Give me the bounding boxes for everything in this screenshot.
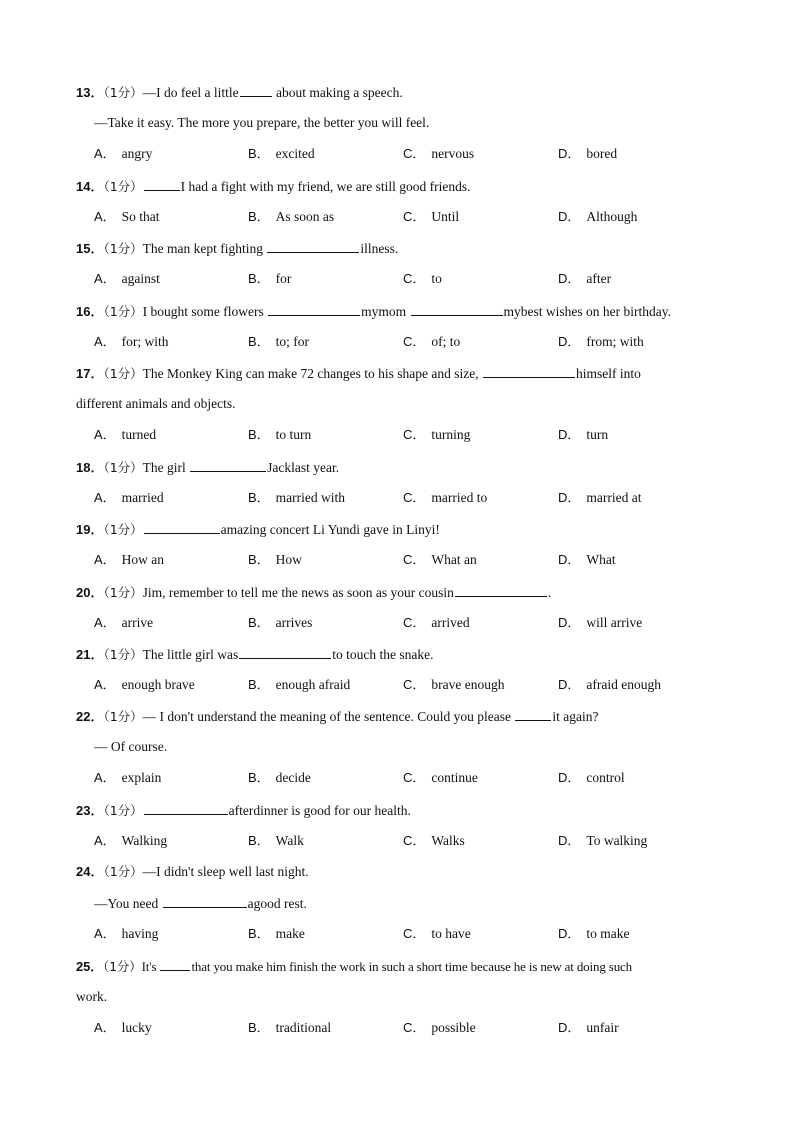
option-a[interactable]: A． explain: [94, 770, 162, 786]
options-row: [76, 926, 721, 957]
stem-text: The Monkey King can make 72 changes to his shape and size,: [142, 366, 482, 381]
question-number: 25．: [76, 959, 104, 974]
option-d[interactable]: D． To walking: [558, 833, 648, 849]
option-c[interactable]: C． arrived: [403, 615, 470, 631]
question-23: [76, 802, 721, 864]
option-c[interactable]: C． of; to: [403, 334, 461, 350]
answer-blank[interactable]: [411, 303, 503, 316]
stem-text: The man kept fighting: [142, 241, 267, 256]
options-row: [76, 427, 721, 458]
question-16: [76, 303, 721, 365]
question-stem: [76, 708, 721, 739]
stem-text: The little girl was: [142, 647, 239, 662]
question-score: （1分）: [103, 803, 143, 818]
question-15: [76, 240, 721, 302]
question-21: [76, 646, 721, 708]
stem-line-2: —Take it easy. The more you prepare, the better you will feel.: [94, 115, 430, 131]
answer-blank[interactable]: [144, 802, 228, 815]
option-a[interactable]: A． lucky: [94, 1020, 152, 1036]
question-number: 19．: [76, 522, 104, 537]
question-score: （1分）: [103, 522, 143, 537]
option-d[interactable]: D． turn: [558, 427, 609, 443]
options-row: [76, 209, 721, 240]
stem-text: .: [547, 585, 552, 600]
question-22: [76, 708, 721, 802]
option-a[interactable]: A． for; with: [94, 334, 169, 350]
question-number: 16．: [76, 304, 104, 319]
option-c[interactable]: C． Walks: [403, 833, 465, 849]
question-number: 23．: [76, 803, 104, 818]
option-b[interactable]: B． traditional: [248, 1020, 332, 1036]
option-a[interactable]: A． enough brave: [94, 677, 195, 693]
question-number: 21．: [76, 647, 104, 662]
question-stem: [76, 864, 721, 895]
stem-text: — I don't understand the meaning of the sentence. Could you please: [142, 709, 515, 724]
options-row: [76, 490, 721, 521]
option-b[interactable]: B． decide: [248, 770, 311, 786]
option-a[interactable]: A． against: [94, 271, 160, 287]
stem-text: —I do feel a little: [142, 85, 239, 100]
stem-text: —I didn't sleep well last night.: [142, 864, 309, 879]
question-19: [76, 521, 721, 583]
question-stem: [76, 802, 721, 833]
option-c[interactable]: C． to: [403, 271, 442, 287]
question-stem: [76, 459, 721, 490]
answer-blank[interactable]: [190, 459, 266, 472]
option-a[interactable]: A． arrive: [94, 615, 154, 631]
stem-text: Jacklast year.: [267, 460, 340, 475]
option-b[interactable]: B． How: [248, 552, 302, 568]
option-b[interactable]: B． Walk: [248, 833, 304, 849]
stem-line-2: work.: [76, 989, 108, 1005]
question-score: （1分）: [103, 709, 143, 724]
option-a[interactable]: A． turned: [94, 427, 157, 443]
question-number: 22．: [76, 709, 104, 724]
option-d[interactable]: D． What: [558, 552, 616, 568]
option-a[interactable]: A． angry: [94, 146, 153, 162]
question-24: [76, 864, 721, 958]
option-b[interactable]: B． make: [248, 926, 305, 942]
option-b[interactable]: B． to; for: [248, 334, 310, 350]
stem-text: about making a speech.: [272, 85, 403, 100]
option-c[interactable]: C． Until: [403, 209, 460, 225]
question-number: 20．: [76, 585, 104, 600]
answer-blank[interactable]: [515, 708, 551, 721]
question-stem: [76, 178, 721, 209]
options-row: [76, 615, 721, 646]
stem-text: Jim, remember to tell me the news as soon as your cousin: [142, 585, 454, 600]
option-b[interactable]: B． arrives: [248, 615, 313, 631]
options-row: [76, 271, 721, 302]
question-17: [76, 365, 721, 459]
question-number: 13．: [76, 85, 104, 100]
question-18: [76, 459, 721, 521]
option-b[interactable]: B． excited: [248, 146, 315, 162]
stem-line-2: different animals and objects.: [76, 396, 236, 412]
question-score: （1分）: [103, 366, 143, 381]
option-d[interactable]: D． Although: [558, 209, 638, 225]
option-a[interactable]: A． married: [94, 490, 164, 506]
question-number: 18．: [76, 460, 104, 475]
option-b[interactable]: B． to turn: [248, 427, 312, 443]
question-score: （1分）: [103, 304, 143, 319]
question-stem: [76, 584, 721, 615]
question-score: （1分）: [103, 864, 143, 879]
question-20: [76, 584, 721, 646]
question-number: 24．: [76, 864, 104, 879]
option-b[interactable]: B． married with: [248, 490, 346, 506]
stem-text: to touch the snake.: [332, 647, 434, 662]
answer-blank[interactable]: [240, 84, 272, 97]
options-row: [76, 833, 721, 864]
answer-blank[interactable]: [163, 895, 247, 908]
options-row: [76, 334, 721, 365]
stem-text: The girl: [142, 460, 190, 475]
option-d[interactable]: D． to make: [558, 926, 630, 942]
stem-text: It's: [141, 959, 160, 974]
option-c[interactable]: C． to have: [403, 926, 471, 942]
option-d[interactable]: D． unfair: [558, 1020, 619, 1036]
question-number: 17．: [76, 366, 104, 381]
stem-text: agood rest.: [247, 896, 307, 912]
answer-blank[interactable]: [267, 240, 359, 253]
option-d[interactable]: D． from; with: [558, 334, 644, 350]
stem-text: it again?: [552, 709, 599, 724]
question-14: [76, 178, 721, 240]
question-score: （1分）: [103, 179, 143, 194]
answer-blank[interactable]: [455, 584, 547, 597]
option-c[interactable]: C． continue: [403, 770, 478, 786]
answer-blank[interactable]: [268, 303, 360, 316]
option-a[interactable]: A． having: [94, 926, 159, 942]
option-d[interactable]: D． bored: [558, 146, 618, 162]
option-c[interactable]: C． married to: [403, 490, 488, 506]
stem-text: I had a fight with my friend, we are still good friends.: [180, 179, 471, 194]
options-row: [76, 677, 721, 708]
option-a[interactable]: A． Walking: [94, 833, 168, 849]
stem-text: mybest wishes on her birthday.: [503, 304, 672, 319]
question-score: （1分）: [103, 647, 143, 662]
answer-blank[interactable]: [144, 521, 220, 534]
option-c[interactable]: C． brave enough: [403, 677, 505, 693]
option-d[interactable]: D． will arrive: [558, 615, 643, 631]
option-d[interactable]: D． control: [558, 770, 625, 786]
stem-text: that you make him finish the work in such a short time because he is new at doing such: [191, 959, 633, 974]
question-score: （1分）: [103, 959, 142, 974]
question-stem: [76, 240, 721, 271]
stem-text: afterdinner is good for our health.: [228, 803, 411, 818]
stem-text: —You need: [94, 896, 162, 912]
stem-line-2: — Of course.: [94, 739, 168, 755]
options-row: [76, 552, 721, 583]
option-d[interactable]: D． afraid enough: [558, 677, 661, 693]
stem-text: mymom: [361, 304, 410, 319]
option-a[interactable]: A． So that: [94, 209, 160, 225]
answer-blank[interactable]: [144, 178, 180, 191]
stem-text: amazing concert Li Yundi gave in Linyi!: [220, 522, 440, 537]
question-stem: [76, 646, 721, 677]
option-c[interactable]: C． nervous: [403, 146, 475, 162]
answer-blank[interactable]: [483, 365, 575, 378]
stem-line-2: [76, 895, 721, 926]
question-stem: [76, 365, 721, 396]
options-row: [76, 770, 721, 801]
question-stem: [76, 84, 721, 115]
question-stem: [76, 303, 721, 334]
option-c[interactable]: C． possible: [403, 1020, 476, 1036]
option-a[interactable]: A． How an: [94, 552, 165, 568]
question-13: [76, 84, 721, 178]
question-score: （1分）: [103, 85, 143, 100]
question-score: （1分）: [103, 241, 143, 256]
stem-text: illness.: [360, 241, 399, 256]
question-stem: [76, 521, 721, 552]
option-d[interactable]: D． married at: [558, 490, 642, 506]
question-number: 14．: [76, 179, 104, 194]
option-c[interactable]: C． What an: [403, 552, 477, 568]
option-c[interactable]: C． turning: [403, 427, 471, 443]
answer-blank[interactable]: [160, 958, 190, 971]
question-stem: [76, 958, 721, 989]
option-d[interactable]: D． after: [558, 271, 612, 287]
answer-blank[interactable]: [239, 646, 331, 659]
options-row: [76, 146, 721, 177]
question-number: 15．: [76, 241, 104, 256]
stem-text: himself into: [575, 366, 641, 381]
options-row: [76, 1020, 721, 1051]
question-score: （1分）: [103, 460, 143, 475]
option-b[interactable]: B． for: [248, 271, 292, 287]
stem-text: I bought some flowers: [142, 304, 268, 319]
question-score: （1分）: [103, 585, 143, 600]
option-b[interactable]: B． As soon as: [248, 209, 335, 225]
question-25: [76, 958, 721, 1052]
option-b[interactable]: B． enough afraid: [248, 677, 351, 693]
